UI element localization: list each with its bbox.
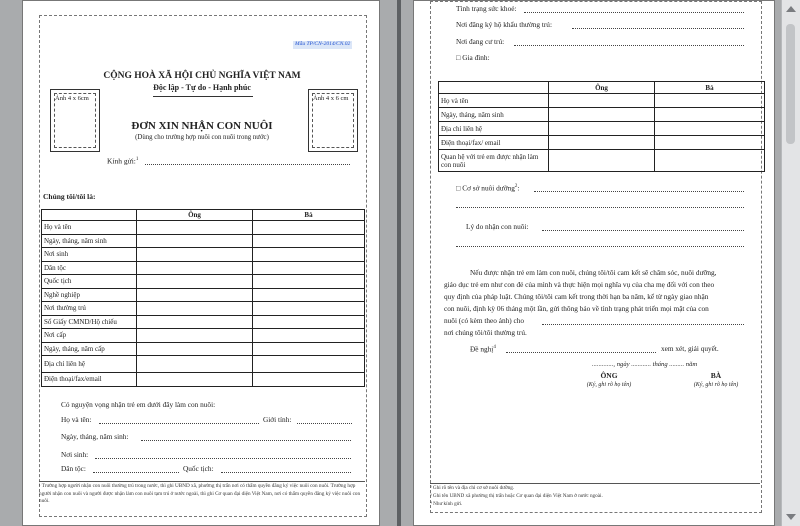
request-suffix: xem xét, giải quyết. xyxy=(661,344,719,353)
child-name-field[interactable] xyxy=(99,423,259,424)
photo-box-right xyxy=(308,89,358,152)
document-page-1 xyxy=(22,0,380,526)
request-label: Đề nghị$^4$ xyxy=(470,344,496,354)
family-table xyxy=(438,81,765,172)
page-divider xyxy=(397,0,401,526)
child-ethnicity-label: Dân tộc: xyxy=(61,464,86,473)
table-row[interactable]: Họ và tên xyxy=(42,221,365,235)
table-row[interactable]: Họ và tên xyxy=(439,94,765,108)
vertical-scrollbar[interactable] xyxy=(781,0,800,526)
col-ba: Bà xyxy=(655,82,765,94)
photo-box-left xyxy=(50,89,100,152)
applicant-table xyxy=(41,209,365,387)
page-frame xyxy=(430,1,762,513)
health-label: Tình trạng sức khoẻ: xyxy=(456,4,517,13)
table-row[interactable]: Nghề nghiệp xyxy=(42,288,365,302)
photo-label-left: Ảnh 4 x 6cm xyxy=(55,95,89,102)
table-row[interactable]: Quốc tịch xyxy=(42,275,365,289)
child-nationality-field[interactable] xyxy=(221,472,351,473)
commitment-line-3: quy định của pháp luật. Chúng tôi/tôi cam kết trong thời hạn ba năm, kể từ ngày giao nhận xyxy=(444,292,709,301)
facility-field-2[interactable] xyxy=(456,207,744,208)
facility-label: □ Cơ sở nuôi dưỡng$^2$: xyxy=(456,183,520,193)
form-subtitle: (Dùng cho trường hợp nuôi con nuôi trong nước) xyxy=(135,134,269,141)
footnote-separator xyxy=(430,483,760,484)
child-dob-label: Ngày, tháng, năm sinh: xyxy=(61,432,129,441)
reason-field-1[interactable] xyxy=(542,230,744,231)
scroll-thumb[interactable] xyxy=(786,24,795,144)
footnote-1: ¹ Trường hợp người nhận con nuôi thường trú trong nước, thì ghi UBND xã, phường thị trấn nơi có thẩm quyền đăng ký việc nuôi con nuôi. Trường hợp người nhận con nuôi và người được nhận làm con nuôi tạm trú ở nước ngoài, thì ghi Cơ quan đại diện Việt Nam, nơi có thẩm quyền đăng ký việc nuôi con nuôi. xyxy=(39,483,361,504)
family-label: □ Gia đình: xyxy=(456,53,490,62)
sign-ong[interactable]: (Ký, ghi rõ họ tên) xyxy=(586,382,632,388)
child-gender-label: Giới tính: xyxy=(263,415,292,424)
date-line[interactable]: ............., ngày ............ tháng ......... năm xyxy=(592,361,698,368)
reason-field-2[interactable] xyxy=(456,246,744,247)
footnote-2: ² Ghi rõ tên và địa chỉ cơ sở nuôi dưỡng. xyxy=(430,485,515,491)
household-label: Nơi đăng ký hộ khẩu thường trú: xyxy=(456,20,552,29)
scroll-down-icon[interactable] xyxy=(786,514,796,520)
applicant-heading: Chúng tôi/tôi là: xyxy=(43,192,96,201)
health-field[interactable] xyxy=(524,12,744,13)
footnote-4: ⁴ Như kính gửi. xyxy=(430,501,463,507)
commitment-field[interactable] xyxy=(542,324,744,325)
child-ethnicity-field[interactable] xyxy=(93,472,179,473)
col-ong: Ông xyxy=(549,82,655,94)
footnote-3: ³ Ghi tên UBND xã phường thị trấn hoặc Cơ quan đại diện Việt Nam ở nước ngoài. xyxy=(430,493,603,499)
ba-label: BÀ xyxy=(710,371,722,380)
national-title: CỘNG HOÀ XÃ HỘI CHỦ NGHĨA VIỆT NAM xyxy=(103,71,301,81)
motto: Độc lập - Tự do - Hạnh phúc xyxy=(153,83,251,92)
table-row[interactable]: Nơi thường trú xyxy=(42,302,365,316)
table-row[interactable]: Ngày, tháng, năm sinh xyxy=(42,234,365,248)
request-field[interactable] xyxy=(506,352,656,353)
child-name-label: Họ và tên: xyxy=(61,415,92,424)
child-birthplace-field[interactable] xyxy=(95,458,351,459)
recipient-field[interactable] xyxy=(145,164,350,165)
wish-statement: Có nguyện vọng nhận trẻ em dưới đây làm con nuôi: xyxy=(61,400,216,409)
form-title: ĐƠN XIN NHẬN CON NUÔI xyxy=(131,120,273,132)
table-row[interactable]: Điện thoại/fax/email xyxy=(42,373,365,387)
table-row[interactable]: Nơi cấp xyxy=(42,329,365,343)
commitment-line-2: giáo dục trẻ em như con đẻ của mình và thực hiện mọi nghĩa vụ của cha mẹ đối với con theo xyxy=(444,280,715,289)
child-birthplace-label: Nơi sinh: xyxy=(61,450,89,459)
household-field[interactable] xyxy=(572,28,744,29)
footnote-separator xyxy=(39,481,365,482)
facility-field-1[interactable] xyxy=(534,191,744,192)
form-code: Mẫu TP/CN-2014/CN.02 xyxy=(295,41,351,47)
commitment-line-6: nơi chúng tôi/tôi thường trú. xyxy=(444,328,527,337)
col-ong: Ông xyxy=(137,210,253,221)
table-row[interactable]: Ngày, tháng, năm sinh xyxy=(439,108,765,122)
document-page-2 xyxy=(413,0,775,526)
table-row[interactable]: Địa chỉ liên hệ xyxy=(42,356,365,373)
child-dob-field[interactable] xyxy=(141,440,351,441)
residence-label: Nơi đang cư trú: xyxy=(456,37,505,46)
sign-ba[interactable]: (Ký, ghi rõ họ tên) xyxy=(693,382,739,388)
table-row[interactable]: Số Giấy CMND/Hộ chiếu xyxy=(42,315,365,329)
col-ba: Bà xyxy=(253,210,365,221)
commitment-line-4: con nuôi, định kỳ 06 tháng một lần, gửi thông báo về tình trạng phát triển mọi mặt của con xyxy=(444,304,709,313)
ong-label: ÔNG xyxy=(600,371,618,380)
table-row[interactable]: Ngày, tháng, năm cấp xyxy=(42,342,365,356)
recipient-label: Kính gửi:$^1$ xyxy=(107,156,139,166)
scroll-up-icon[interactable] xyxy=(786,6,796,12)
table-row[interactable]: Nơi sinh xyxy=(42,248,365,262)
table-row[interactable]: Điện thoại/fax/ email xyxy=(439,136,765,150)
child-nationality-label: Quốc tịch: xyxy=(183,464,214,473)
child-gender-field[interactable] xyxy=(297,423,352,424)
commitment-line-1: Nếu được nhận trẻ em làm con nuôi, chúng tôi/tôi cam kết sẽ chăm sóc, nuôi dưỡng, xyxy=(470,268,717,277)
table-row[interactable]: Quan hệ với trẻ em được nhận làm con nuôi xyxy=(439,150,765,172)
photo-label-right: Ảnh 4 x 6 cm xyxy=(313,95,349,102)
table-row[interactable]: Dân tộc xyxy=(42,261,365,275)
motto-underline xyxy=(153,96,253,97)
reason-label: Lý do nhận con nuôi: xyxy=(466,222,529,231)
commitment-line-5: nuôi (có kèm theo ảnh) cho xyxy=(444,316,525,325)
residence-field[interactable] xyxy=(514,45,744,46)
table-row[interactable]: Địa chỉ liên hệ xyxy=(439,122,765,136)
